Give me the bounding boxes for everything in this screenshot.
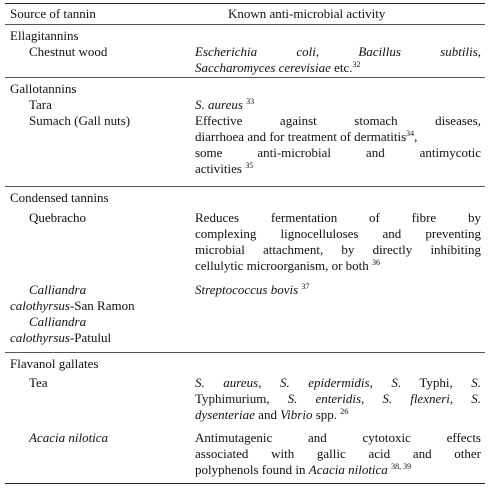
- activity-text: dysenteriae and Vibrio spp. $^{26}$: [195, 407, 349, 422]
- group-name: Flavanol gallates: [10, 356, 99, 371]
- group-divider: [5, 77, 485, 78]
- activity-text: activities $^{35}$: [195, 161, 254, 176]
- source-name: Calliandra: [29, 282, 87, 297]
- activity-text: S. aureus, S. epidermidis, S. Typhi, S.: [195, 375, 482, 390]
- group-name: Gallotannins: [10, 81, 77, 96]
- activity-text: complexing lignocelluloses and preventing: [195, 226, 481, 241]
- group-name: Ellagitannins: [10, 28, 79, 43]
- activity-text: associated with gallic acid and other: [195, 446, 481, 461]
- source-name: Sumach (Gall nuts): [29, 113, 131, 128]
- activity-text: Effective against stomach diseases,: [195, 113, 481, 128]
- header-activity: Known anti-microbial activity: [228, 6, 386, 21]
- bottom-rule: [5, 483, 485, 484]
- citation: 37: [301, 282, 310, 291]
- activity-text: Escherichia coli, Bacillus subtilis,: [195, 44, 482, 59]
- group-name: Condensed tannins: [10, 190, 109, 205]
- activity-text: some anti-microbial and antimycotic: [195, 145, 481, 160]
- source-name: Chestnut wood: [29, 44, 108, 59]
- activity-text: cellulytic microorganism, or both $^{36}$: [195, 258, 381, 273]
- citation: 26: [340, 407, 349, 416]
- header-rule: [5, 24, 485, 25]
- activity-text: Streptococcus bovis $^{37}$: [195, 282, 310, 297]
- citation: 34: [406, 129, 415, 138]
- citation: 35: [245, 161, 254, 170]
- source-name: Calliandra: [29, 314, 87, 329]
- source-name: Tea: [29, 375, 48, 390]
- citation: 38, 39: [391, 462, 412, 471]
- activity-text: diarrhoea and for treatment of dermatitis$^{34}$,: [195, 129, 418, 144]
- activity-text: Typhimurium, S. enteridis, S. flexneri, S.: [195, 391, 482, 406]
- activity-text: S. aureus $^{33}$: [195, 97, 255, 112]
- activity-text: Saccharomyces cerevisiae etc.$^{32}$: [195, 60, 361, 75]
- activity-text: Reduces fermentation of fibre by: [195, 210, 481, 225]
- header-source: Source of tannin: [10, 6, 96, 21]
- citation: 33: [246, 97, 255, 106]
- source-name: Tara: [29, 97, 52, 112]
- top-rule: [5, 3, 485, 4]
- source-name: Quebracho: [29, 210, 87, 225]
- activity-text: polyphenols found in Acacia nilotica $^{38, 39}$: [195, 462, 412, 477]
- activity-text: Antimutagenic and cytotoxic effects: [195, 430, 481, 445]
- citation: 32: [352, 60, 361, 69]
- group-divider: [5, 186, 485, 187]
- source-name: calothyrsus-San Ramon: [10, 298, 135, 313]
- activity-text: microbial attachment, by directly inhibiting: [195, 242, 481, 257]
- source-name: Acacia nilotica: [29, 430, 109, 445]
- citation: 36: [372, 258, 381, 267]
- source-name: calothyrsus-Patulul: [10, 330, 112, 345]
- group-divider: [5, 352, 485, 353]
